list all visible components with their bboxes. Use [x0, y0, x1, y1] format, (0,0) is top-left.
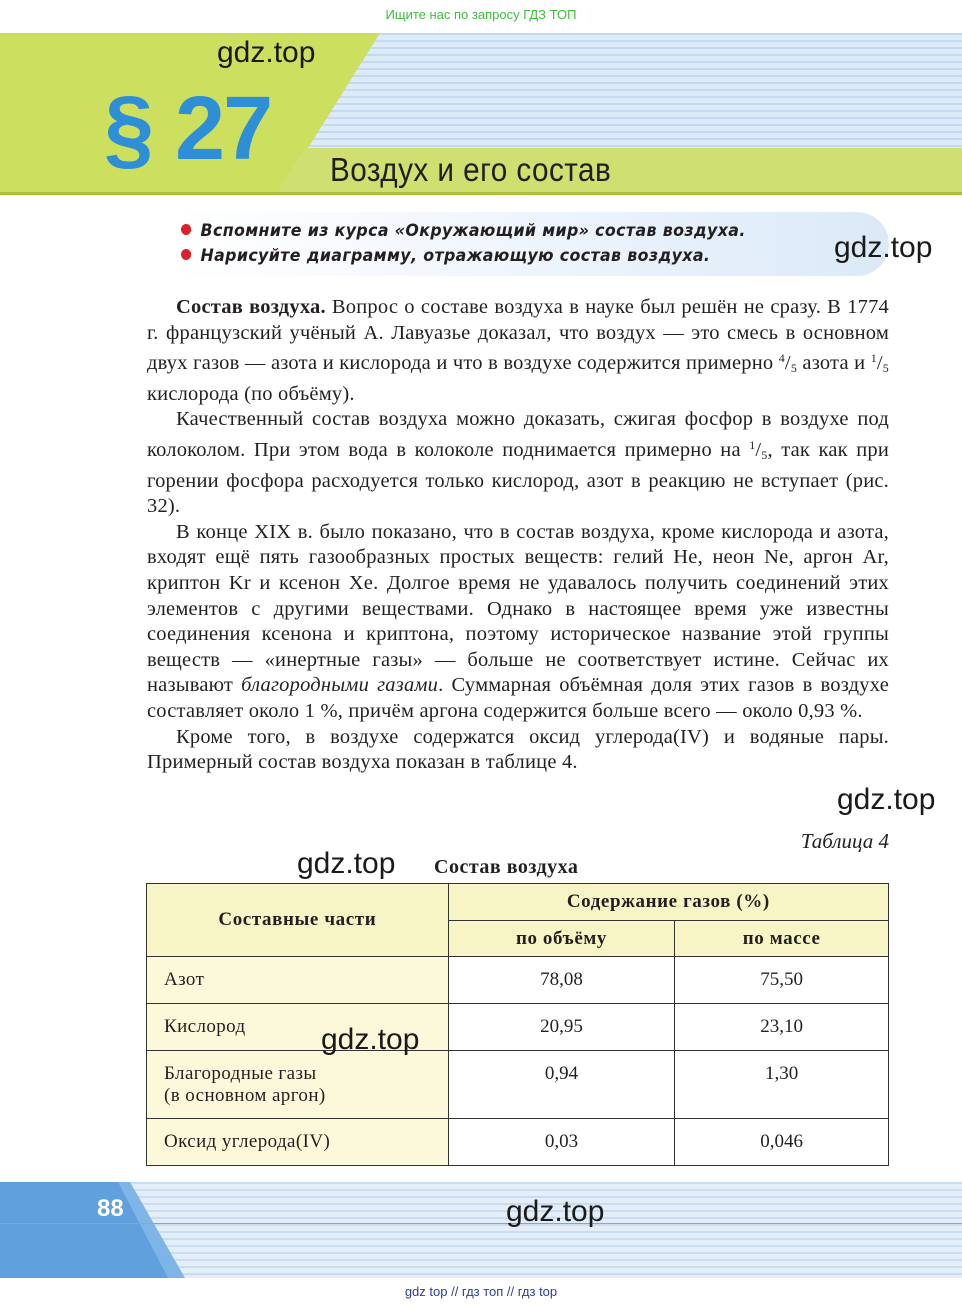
component-name: Кислород — [147, 1004, 449, 1051]
footer-links[interactable]: gdz top // гдз топ // гдз top — [404, 1284, 558, 1299]
column-header-volume: по объёму — [448, 921, 675, 957]
paragraph: Кроме того, в воздухе содержатся оксид углерода(IV) и водяные пары. Примерный состав воздуха показан в таблице 4. — [147, 725, 889, 774]
component-name: Оксид углерода(IV) — [147, 1119, 449, 1166]
paragraph: Качественный состав воздуха можно доказать, сжигая фосфор в воздухе под колоколом. При этом вода в колоколе поднимается примерно на $^1/_5$, так как при горении фосфора расходуется только кислород, азот в реакцию не вступает (рис. 32). — [147, 408, 889, 518]
mass-value: 23,10 — [675, 1004, 889, 1051]
bullet-icon — [181, 249, 191, 260]
fraction: $^1/_5$ — [870, 351, 889, 376]
table-row — [147, 1119, 889, 1166]
mass-value: 0,046 — [675, 1119, 889, 1166]
table-label: Таблица 4 — [800, 829, 889, 853]
column-header-component: Составные части — [147, 884, 449, 957]
lead-term: Состав воздуха. — [176, 296, 326, 318]
table-row — [147, 1051, 889, 1119]
body-text — [147, 295, 889, 776]
air-composition-table — [146, 883, 889, 1166]
italic-term: благородными газами — [241, 674, 439, 697]
table-caption: Состав воздуха — [434, 856, 579, 878]
watermark: gdz.top — [297, 847, 396, 880]
column-header-content: Содержание газов (%) — [448, 884, 888, 921]
mass-value: 75,50 — [675, 957, 889, 1004]
question-item — [181, 246, 710, 266]
paragraph-title: Воздух и его состав — [330, 151, 612, 188]
volume-value: 78,08 — [448, 957, 675, 1004]
question-item — [181, 221, 746, 241]
mass-value: 1,30 — [675, 1051, 889, 1119]
watermark: gdz.top — [837, 783, 936, 816]
question-text: Вспомните из курса «Окружающий мир» состав воздуха. — [200, 221, 746, 241]
watermark: gdz.top — [506, 1195, 605, 1228]
fraction: $^1/_5$ — [749, 437, 768, 462]
watermark: gdz.top — [834, 231, 933, 264]
question-text: Нарисуйте диаграмму, отражающую состав воздуха. — [200, 246, 711, 266]
watermark: gdz.top — [217, 36, 316, 69]
table-row — [147, 957, 889, 1004]
component-name-line: Благородные газы — [164, 1063, 317, 1084]
paragraph-number: § 27 — [104, 79, 272, 179]
component-name-line: (в основном аргон) — [164, 1085, 326, 1106]
top-search-link[interactable]: Ищите нас по запросу ГДЗ ТОП — [385, 7, 577, 22]
paragraph: В конце XIX в. было показано, что в состав воздуха, кроме кислорода и азота, входят ещё пять газообразных простых веществ: гелий He, неон Ne, аргон Ar, криптон Kr и ксенон Xe. Долгое время не удавалось получить соединений этих элементов с другими веществами. Однако в настоящее время уже известны соединения ксенона и криптона, поэтому историческое название этой группы веществ — «инертные газы» — больше не соответствует истине. Сейчас их называют благородными газами. Суммарная объёмная доля этих газов в воздухе составляет около 1 %, причём аргона содержится больше всего — около 0,93 %. — [147, 520, 889, 722]
page-number: 88 — [97, 1195, 124, 1222]
volume-value: 0,03 — [448, 1119, 675, 1166]
column-header-mass: по массе — [675, 921, 889, 957]
component-name — [147, 1051, 449, 1119]
paragraph: Состав воздуха. Вопрос о составе воздуха в науке был решён не сразу. В 1774 г. французский учёный А. Лавуазье доказал, что воздух — это смесь в основном двух газов — азота и кислорода и что в воздухе содержится примерно $^4/_5$ азота и $^1/_5$ кислорода (по объёму). — [147, 296, 889, 405]
footer-line — [0, 1223, 962, 1224]
component-name: Азот — [147, 957, 449, 1004]
table-row — [147, 1004, 889, 1051]
bullet-icon — [181, 224, 191, 235]
watermark: gdz.top — [321, 1023, 420, 1056]
fraction: $^4/_5$ — [778, 351, 798, 376]
volume-value: 0,94 — [448, 1051, 675, 1119]
volume-value: 20,95 — [448, 1004, 675, 1051]
title-underline — [0, 192, 962, 195]
